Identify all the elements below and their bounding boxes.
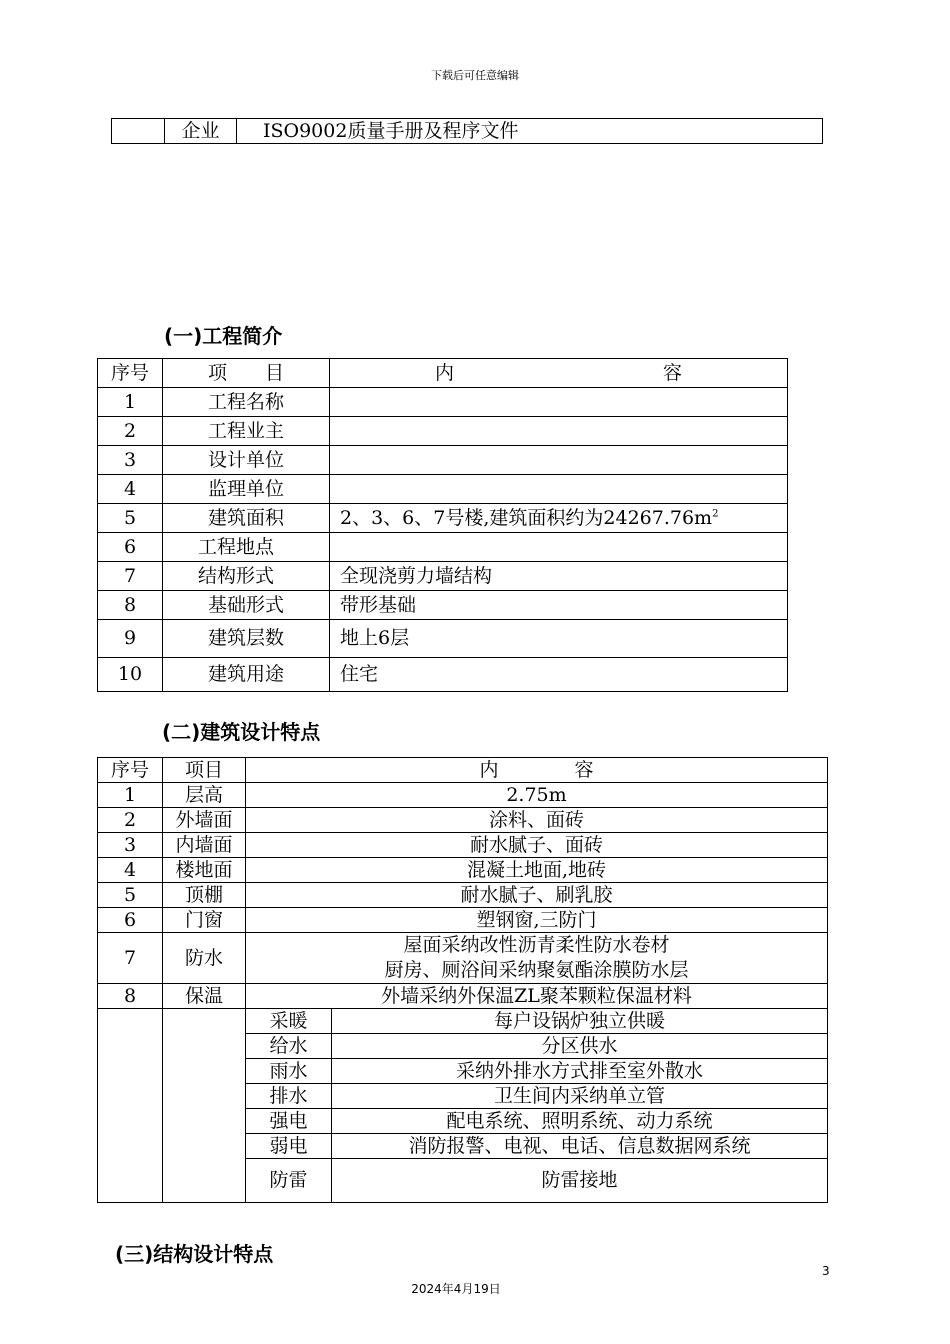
row-content xyxy=(246,933,828,984)
sub-content: 消防报警、电视、电话、信息数据网系统 xyxy=(332,1134,828,1159)
row-content xyxy=(330,388,788,417)
row-content: 混凝土地面,地砖 xyxy=(246,858,828,883)
table-row xyxy=(98,620,788,658)
row-item: 建筑面积 xyxy=(163,504,330,533)
header-item: 项 目 xyxy=(163,359,330,388)
sub-item: 排水 xyxy=(246,1084,332,1109)
row-content: 地上6层 xyxy=(330,620,788,658)
sub-item: 强电 xyxy=(246,1109,332,1134)
sub-content: 每户设锅炉独立供暖 xyxy=(332,1009,828,1034)
sub-content: 防雷接地 xyxy=(332,1159,828,1203)
merged-item-cell xyxy=(163,1009,246,1203)
sub-content: 采纳外排水方式排至室外散水 xyxy=(332,1059,828,1084)
area-unit-sup: 2 xyxy=(712,508,719,520)
row-no: 3 xyxy=(98,446,163,475)
table-row xyxy=(98,933,828,984)
row-no: 9 xyxy=(98,620,163,658)
header-content: 内 容 xyxy=(246,758,828,783)
row-no: 1 xyxy=(98,783,163,808)
page-number: 3 xyxy=(822,1264,830,1278)
table-row xyxy=(98,883,828,908)
table-row xyxy=(98,388,788,417)
row-no: 2 xyxy=(98,417,163,446)
table-row xyxy=(98,984,828,1009)
row-no: 2 xyxy=(98,808,163,833)
row-no: 8 xyxy=(98,591,163,620)
row-item: 外墙面 xyxy=(163,808,246,833)
footer-date: 2024年4月19日 xyxy=(411,1282,501,1296)
top-cell-2: 企业 xyxy=(165,119,237,144)
row-item: 建筑层数 xyxy=(163,620,330,658)
sub-content: 卫生间内采纳单立管 xyxy=(332,1084,828,1109)
row-item: 监理单位 xyxy=(163,475,330,504)
table-row xyxy=(98,417,788,446)
row-no: 3 xyxy=(98,833,163,858)
table-row xyxy=(98,1009,828,1034)
row-content: 外墙采纳外保温ZL聚苯颗粒保温材料 xyxy=(246,984,828,1009)
architecture-design-table xyxy=(97,757,828,1203)
row-no: 8 xyxy=(98,984,163,1009)
row-no: 4 xyxy=(98,858,163,883)
area-text: 2、3、6、7号楼,建筑面积约为24267.76m xyxy=(340,506,713,529)
row-content: 2.75m xyxy=(246,783,828,808)
header-note: 下载后可任意编辑 xyxy=(431,69,519,82)
section3-title: (三)结构设计特点 xyxy=(115,1242,274,1266)
table-row xyxy=(98,658,788,692)
table-row xyxy=(98,533,788,562)
row-no: 7 xyxy=(98,933,163,984)
row-item: 内墙面 xyxy=(163,833,246,858)
top-cell-1 xyxy=(112,119,165,144)
row-content xyxy=(330,533,788,562)
row-item: 工程名称 xyxy=(163,388,330,417)
row-item: 层高 xyxy=(163,783,246,808)
row-content: 涂料、面砖 xyxy=(246,808,828,833)
row-content: 塑钢窗,三防门 xyxy=(246,908,828,933)
sub-content: 分区供水 xyxy=(332,1034,828,1059)
table-row xyxy=(98,475,788,504)
content-line-1: 屋面采纳改性沥青柔性防水卷材 xyxy=(403,934,670,957)
row-no: 5 xyxy=(98,504,163,533)
section2-title: (二)建筑设计特点 xyxy=(162,720,321,744)
row-content: 耐水腻子、面砖 xyxy=(246,833,828,858)
header-item: 项目 xyxy=(163,758,246,783)
table-row xyxy=(98,808,828,833)
row-item: 工程地点 xyxy=(163,533,330,562)
row-content xyxy=(330,504,788,533)
table-row xyxy=(98,591,788,620)
row-content xyxy=(330,475,788,504)
row-content: 耐水腻子、刷乳胶 xyxy=(246,883,828,908)
row-no: 5 xyxy=(98,883,163,908)
table-row xyxy=(98,908,828,933)
row-item: 防水 xyxy=(163,933,246,984)
row-content: 住宅 xyxy=(330,658,788,692)
table-row xyxy=(98,833,828,858)
table-row xyxy=(98,562,788,591)
row-no: 4 xyxy=(98,475,163,504)
row-no: 10 xyxy=(98,658,163,692)
top-table xyxy=(111,118,823,144)
header-no: 序号 xyxy=(98,758,163,783)
row-item: 楼地面 xyxy=(163,858,246,883)
row-item: 基础形式 xyxy=(163,591,330,620)
row-content xyxy=(330,446,788,475)
row-item: 建筑用途 xyxy=(163,658,330,692)
section1-title: (一)工程简介 xyxy=(164,324,283,348)
row-item: 设计单位 xyxy=(163,446,330,475)
row-no: 6 xyxy=(98,533,163,562)
row-item: 门窗 xyxy=(163,908,246,933)
header-content: 内 容 xyxy=(330,359,788,388)
row-no: 7 xyxy=(98,562,163,591)
row-no: 1 xyxy=(98,388,163,417)
content-line-2: 厨房、厕浴间采纳聚氨酯涂膜防水层 xyxy=(384,959,689,981)
sub-item: 弱电 xyxy=(246,1134,332,1159)
sub-item: 雨水 xyxy=(246,1059,332,1084)
row-no: 6 xyxy=(98,908,163,933)
sub-item: 采暖 xyxy=(246,1009,332,1034)
sub-item: 防雷 xyxy=(246,1159,332,1203)
table-row xyxy=(98,504,788,533)
sub-content: 配电系统、照明系统、动力系统 xyxy=(332,1109,828,1134)
row-item: 工程业主 xyxy=(163,417,330,446)
header-no: 序号 xyxy=(98,359,163,388)
table-row xyxy=(98,783,828,808)
row-item: 结构形式 xyxy=(163,562,330,591)
row-item: 保温 xyxy=(163,984,246,1009)
project-summary-table xyxy=(97,358,788,692)
row-item: 顶棚 xyxy=(163,883,246,908)
table-row xyxy=(98,858,828,883)
row-content: 全现浇剪力墙结构 xyxy=(330,562,788,591)
merged-no-cell xyxy=(98,1009,163,1203)
row-content xyxy=(330,417,788,446)
table-row xyxy=(98,446,788,475)
sub-item: 给水 xyxy=(246,1034,332,1059)
row-content: 带形基础 xyxy=(330,591,788,620)
top-cell-3: ISO9002质量手册及程序文件 xyxy=(237,119,823,144)
